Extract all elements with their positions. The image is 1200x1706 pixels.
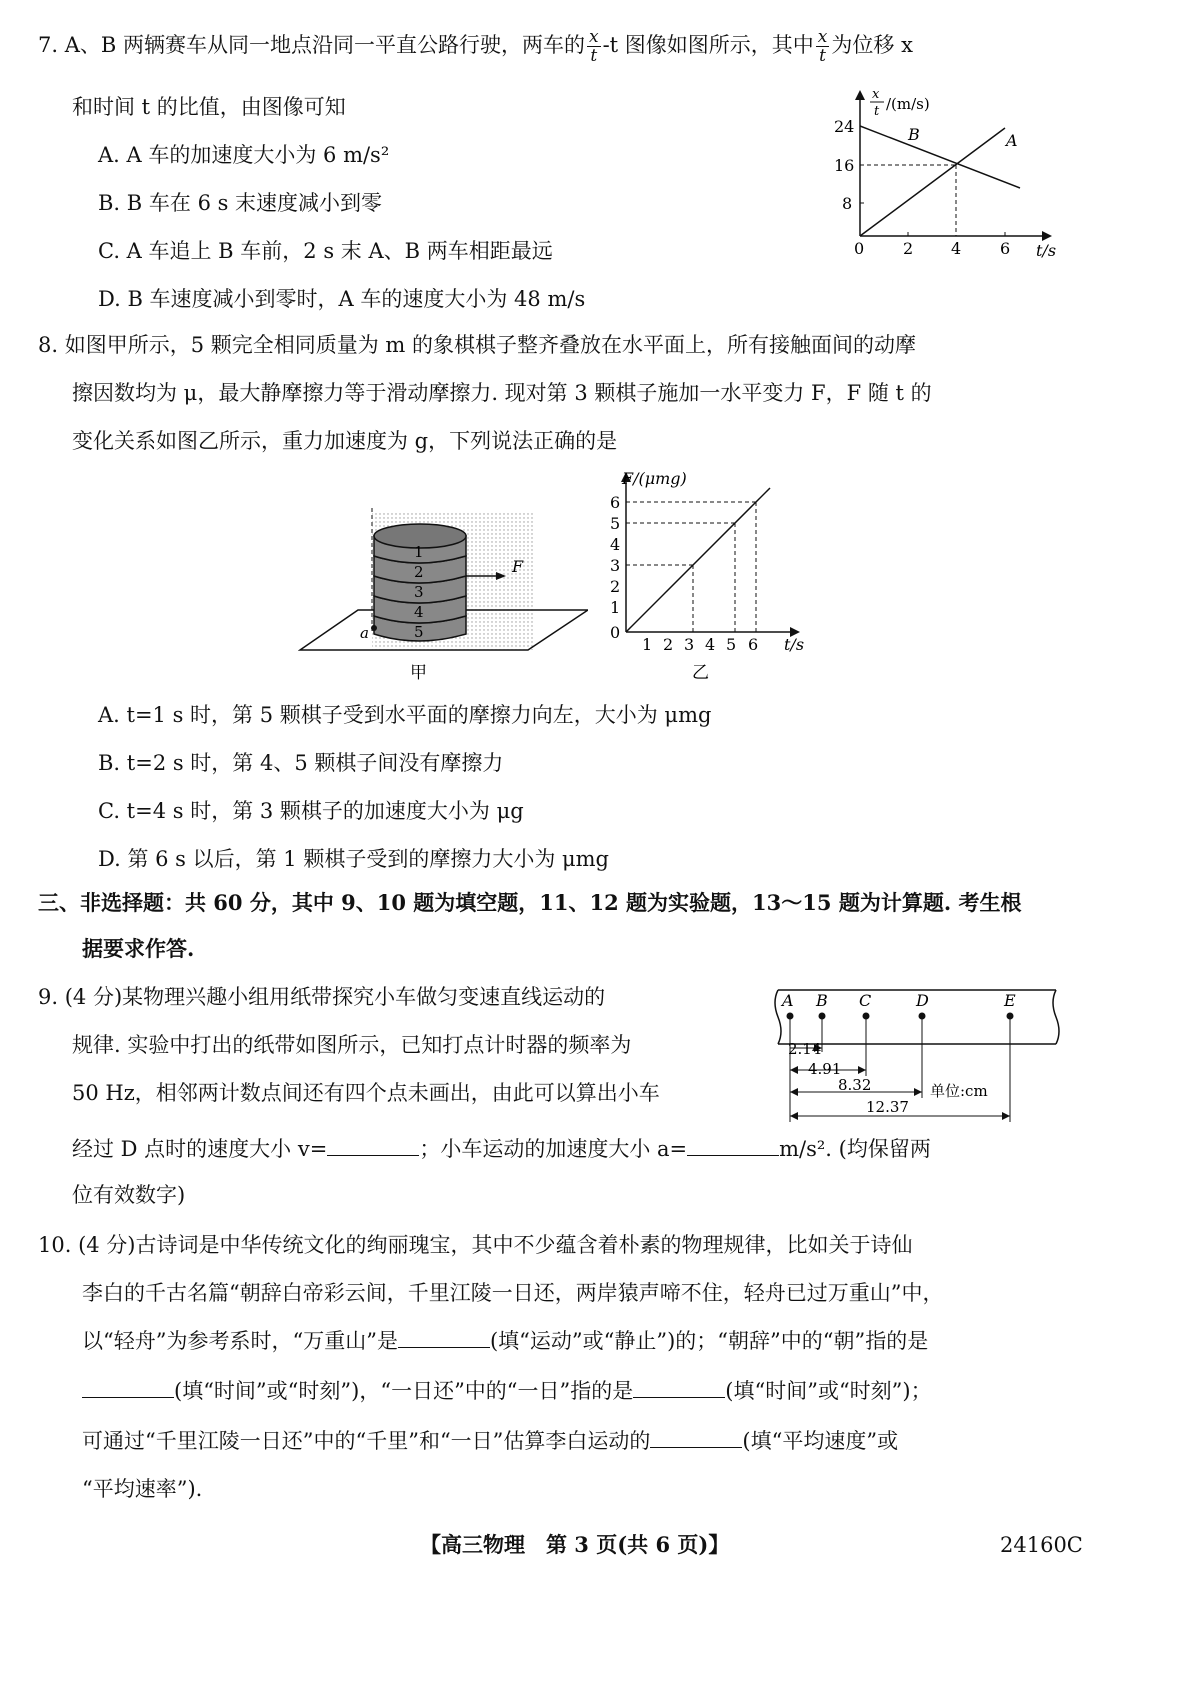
- q10-blank-4[interactable]: [650, 1427, 742, 1448]
- q10-line5: [82, 1426, 898, 1456]
- q10-line6: “平均速率”).: [82, 1477, 203, 1501]
- q10-line4: [82, 1376, 932, 1406]
- q7-line-a-label: A: [1006, 131, 1018, 150]
- q7-stem-part2: -t 图像如图所示，其中: [602, 33, 814, 57]
- q9-tape-figure: [768, 982, 1068, 1132]
- q10-line3: [82, 1326, 928, 1356]
- piece-label-1: 1: [414, 543, 424, 561]
- yi-xtick-4: 4: [705, 635, 716, 654]
- tape-point-d-label: D: [916, 991, 929, 1010]
- q7-fraction-2: [816, 28, 830, 65]
- yi-xtick-3: 3: [684, 635, 695, 654]
- q10-line5-a: 可通过“千里江陵一日还”中的“千里”和“一日”估算李白运动的: [82, 1429, 651, 1453]
- q10-line3-b: (填“运动”或“静止”)的；“朝辞”中的“朝”指的是: [489, 1329, 929, 1353]
- tape-distance-ad: 8.32: [838, 1076, 872, 1094]
- q7-option-c: C. A 车追上 B 车前，2 s 末 A、B 两车相距最远: [98, 239, 553, 263]
- q8-option-a: A. t=1 s 时，第 5 颗棋子受到水平面的摩擦力向左，大小为 μmg: [98, 703, 712, 727]
- q9-stem-line2: 规律. 实验中打出的纸带如图所示，已知打点计时器的频率为: [72, 1033, 632, 1057]
- q7-stem-part1: 7. A、B 两辆赛车从同一地点沿同一平直公路行驶，两车的: [38, 33, 585, 57]
- q7-graph-xtick-0: 0: [854, 239, 865, 258]
- q10-line1: 10. (4 分)古诗词是中华传统文化的绚丽瑰宝，其中不少蕴含着朴素的物理规律，比如关于诗仙: [38, 1233, 913, 1257]
- yi-xtick-2: 2: [663, 635, 674, 654]
- section3-heading-line1: 三、非选择题：共 60 分，其中 9、10 题为填空题，11、12 题为实验题，13～15 题为计算题. 考生根: [38, 890, 1022, 915]
- q8-stem-line1: 8. 如图甲所示，5 颗完全相同质量为 m 的象棋棋子整齐叠放在水平面上，所有接触面间的动摩: [38, 333, 917, 357]
- q9-stem-line4: [72, 1134, 931, 1164]
- q7-stem-part3: 为位移 x: [831, 33, 913, 57]
- tape-distance-ab: 2.14: [788, 1040, 822, 1058]
- q8-stem-line3: 变化关系如图乙所示，重力加速度为 g，下列说法正确的是: [72, 429, 618, 453]
- tape-unit-label: 单位:cm: [930, 1082, 988, 1100]
- section3-heading-line2: 据要求作答.: [82, 936, 195, 961]
- q7-stem-line1: [38, 28, 913, 65]
- q9-stem-line1: 9. (4 分)某物理兴趣小组用纸带探究小车做匀变速直线运动的: [38, 985, 606, 1009]
- tape-distance-ac: 4.91: [808, 1060, 842, 1078]
- q8-option-c: C. t=4 s 时，第 3 颗棋子的加速度大小为 μg: [98, 799, 524, 823]
- q9-line4-c: m/s². (均保留两: [779, 1137, 931, 1161]
- piece-label-2: 2: [414, 563, 424, 581]
- q9-line4-a: 经过 D 点时的速度大小 v=: [72, 1137, 328, 1161]
- yi-ytick-2: 2: [610, 577, 621, 596]
- yi-ytick-1: 1: [610, 598, 621, 617]
- yi-ytick-5: 5: [610, 514, 621, 533]
- q7-graph-xtick-6: 6: [1000, 239, 1011, 258]
- yi-ytick-4: 4: [610, 535, 621, 554]
- q9-stem-line3: 50 Hz，相邻两计数点间还有四个点未画出，由此可以算出小车: [72, 1081, 660, 1105]
- yi-xtick-1: 1: [642, 635, 653, 654]
- yi-x-label: t/s: [784, 635, 805, 654]
- q10-line2: 李白的千古名篇“朝辞白帝彩云间，千里江陵一日还，两岸猿声啼不住，轻舟已过万重山”中，: [82, 1281, 944, 1305]
- yi-y-label: F/(μmg): [622, 469, 687, 488]
- q8-figure-jia: [298, 500, 588, 690]
- q7-graph-ytick-16: 16: [834, 156, 855, 175]
- q7-graph-ytick-24: 24: [834, 117, 855, 136]
- q7-fraction-num: x: [588, 27, 599, 47]
- yi-xtick-6: 6: [748, 635, 759, 654]
- q8-stem-line2: 擦因数均为 μ，最大静摩擦力等于滑动摩擦力. 现对第 3 颗棋子施加一水平变力 F，F 随 t 的: [72, 381, 932, 405]
- q9-blank-acceleration[interactable]: [687, 1135, 779, 1156]
- q9-stem-line5: 位有效数字): [72, 1183, 186, 1207]
- q7-fraction-den: t: [590, 46, 598, 66]
- q7-option-d: D. B 车速度减小到零时，A 车的速度大小为 48 m/s: [98, 287, 586, 311]
- footer-code: 24160C: [1000, 1533, 1083, 1557]
- tape-point-c-label: C: [859, 991, 872, 1010]
- piece-label-3: 3: [414, 583, 424, 601]
- q7-graph-xtick-4: 4: [951, 239, 962, 258]
- q10-line5-b: (填“平均速度”或: [742, 1429, 899, 1453]
- q10-line4-b: (填“时间”或“时刻”)；: [725, 1379, 932, 1403]
- q8-figure-yi: [600, 464, 825, 690]
- q10-line3-a: 以“轻舟”为参考系时，“万重山”是: [82, 1329, 398, 1353]
- q7-graph-y-label: /(m/s): [886, 95, 930, 113]
- q9-line4-b: ；小车运动的加速度大小 a=: [419, 1137, 688, 1161]
- figure-jia-caption: 甲: [410, 663, 427, 683]
- q7-line-a: [860, 128, 1005, 236]
- yi-ytick-0: 0: [610, 623, 621, 642]
- q7-graph-ytick-8: 8: [842, 194, 853, 213]
- q7-graph-y-frac-num: x: [872, 87, 880, 102]
- q9-blank-velocity[interactable]: [327, 1135, 419, 1156]
- point-a-label: a: [360, 624, 369, 642]
- q7-graph-y-frac-den: t: [874, 104, 880, 119]
- q8-option-b: B. t=2 s 时，第 4、5 颗棋子间没有摩擦力: [98, 751, 504, 775]
- figure-yi-caption: 乙: [692, 663, 709, 683]
- q8-option-d: D. 第 6 s 以后，第 1 颗棋子受到的摩擦力大小为 μmg: [98, 847, 609, 871]
- q7-graph-x-label: t/s: [1036, 241, 1057, 260]
- q10-line4-a: (填“时间”或“时刻”)，“一日还”中的“一日”指的是: [174, 1379, 634, 1403]
- yi-xtick-5: 5: [726, 635, 737, 654]
- q7-option-a: A. A 车的加速度大小为 6 m/s²: [98, 143, 390, 167]
- yi-ytick-6: 6: [610, 493, 621, 512]
- q10-blank-2[interactable]: [82, 1377, 174, 1398]
- q7-stem-line2: 和时间 t 的比值，由图像可知: [72, 95, 346, 119]
- piece-label-5: 5: [414, 623, 424, 641]
- q7-fraction: [587, 28, 601, 65]
- q7-graph: [820, 84, 1070, 264]
- yi-ytick-3: 3: [610, 556, 621, 575]
- q7-line-b-label: B: [908, 125, 920, 144]
- q7-fraction2-num: x: [817, 27, 828, 47]
- tape-point-a-label: A: [782, 991, 794, 1010]
- q7-option-b: B. B 车在 6 s 末速度减小到零: [98, 191, 383, 215]
- force-label: F: [512, 557, 524, 576]
- q7-graph-xtick-2: 2: [903, 239, 914, 258]
- tape-point-b-label: B: [816, 991, 828, 1010]
- q10-blank-1[interactable]: [398, 1327, 490, 1348]
- piece-label-4: 4: [414, 603, 424, 621]
- yi-force-line: [626, 488, 770, 632]
- tape-distance-ae: 12.37: [866, 1098, 909, 1116]
- footer-page-info: 【高三物理 第 3 页(共 6 页)】: [420, 1532, 730, 1557]
- tape-point-e-label: E: [1004, 991, 1016, 1010]
- q10-blank-3[interactable]: [633, 1377, 725, 1398]
- q7-fraction2-den: t: [819, 46, 827, 66]
